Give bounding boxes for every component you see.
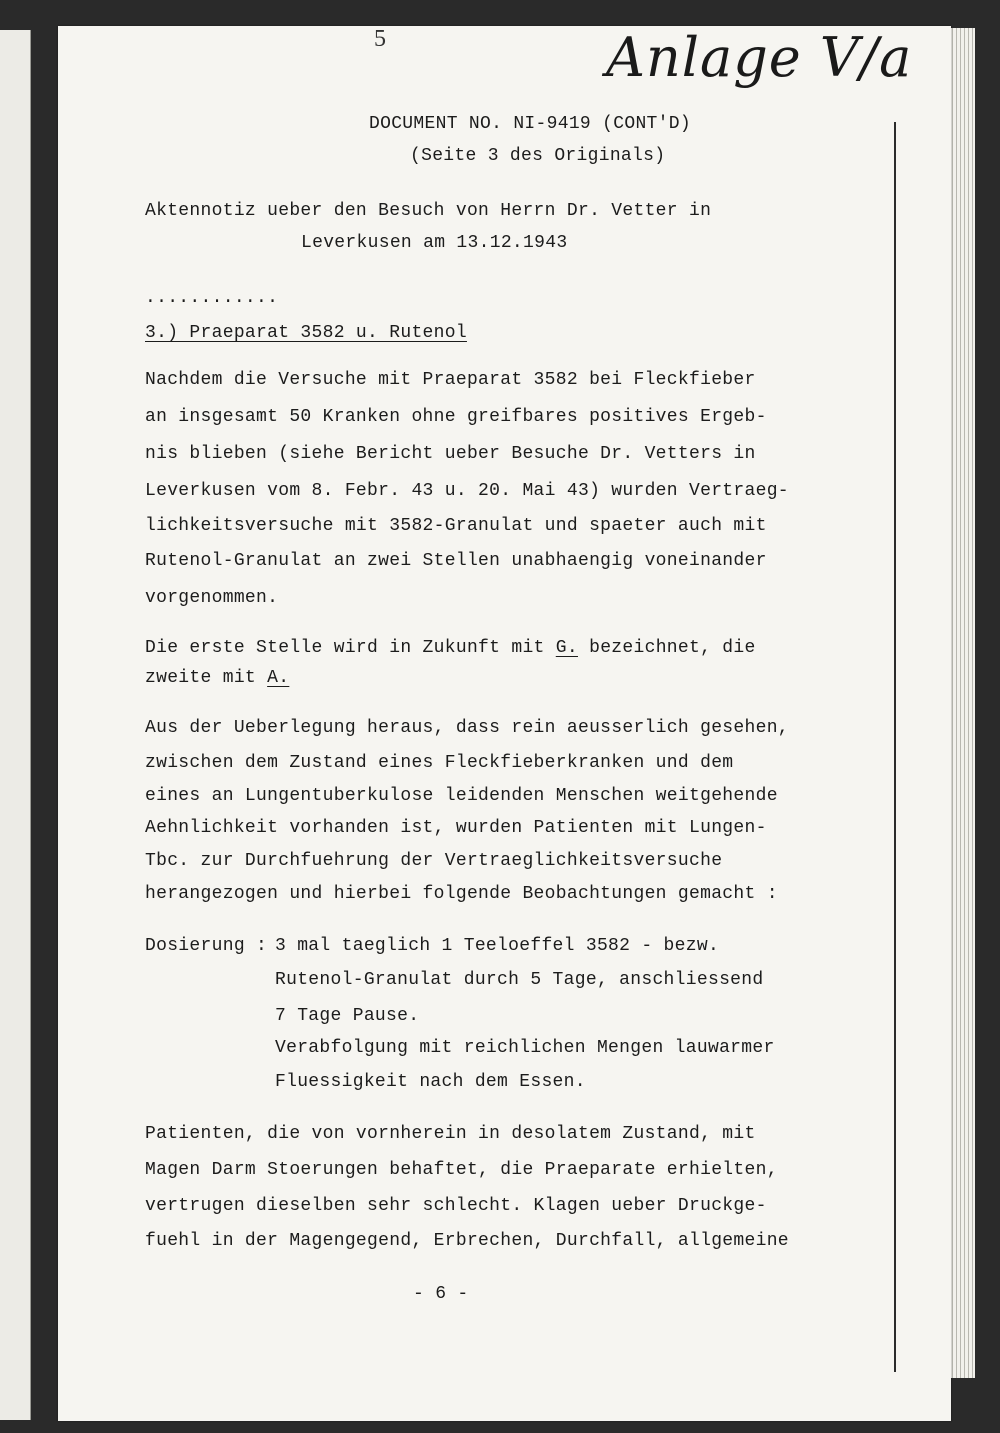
page-number: - 6 - xyxy=(413,1284,469,1304)
ellipsis: ............ xyxy=(145,288,279,308)
paragraph-1-line: Nachdem die Versuche mit Praeparat 3582 bei Fleckfieber xyxy=(145,370,756,390)
paragraph-4-line: Patienten, die von vornherein in desolatem Zustand, mit xyxy=(145,1124,756,1144)
paragraph-3-line: eines an Lungentuberkulose leidenden Menschen weitgehende xyxy=(145,786,778,806)
paragraph-4-line: fuehl in der Magengegend, Erbrechen, Durchfall, allgemeine xyxy=(145,1231,789,1251)
paragraph-2-text: Die erste Stelle wird in Zukunft mit xyxy=(145,638,556,658)
paragraph-2-text: bezeichnet, die xyxy=(577,638,756,658)
paragraph-2-line-1 xyxy=(145,638,756,658)
dosage-line: Rutenol-Granulat durch 5 Tage, anschliessend xyxy=(275,970,764,990)
paragraph-3-line: Tbc. zur Durchfuehrung der Vertraeglichkeitsversuche xyxy=(145,851,723,871)
subject-line-2: Leverkusen am 13.12.1943 xyxy=(301,233,568,253)
paragraph-1-line: lichkeitsversuche mit 3582-Granulat und spaeter auch mit xyxy=(145,516,767,536)
document-number: DOCUMENT NO. NI-9419 (CONT'D) xyxy=(369,114,691,134)
margin-tick-mark: 5 xyxy=(374,26,386,52)
paragraph-1-line: Leverkusen vom 8. Febr. 43 u. 20. Mai 43) wurden Vertraeg- xyxy=(145,481,789,501)
document-page xyxy=(58,26,951,1421)
dosage-line: Verabfolgung mit reichlichen Mengen lauwarmer xyxy=(275,1038,775,1058)
paragraph-3-line: Aehnlichkeit vorhanden ist, wurden Patienten mit Lungen- xyxy=(145,818,767,838)
margin-rule xyxy=(894,122,896,1372)
dosage-label: Dosierung : xyxy=(145,936,268,956)
paragraph-1-line: Rutenol-Granulat an zwei Stellen unabhaengig voneinander xyxy=(145,551,767,571)
paragraph-4-line: Magen Darm Stoerungen behaftet, die Praeparate erhielten, xyxy=(145,1160,778,1180)
paragraph-2-line-2 xyxy=(145,668,289,688)
paragraph-4-line: vertrugen dieselben sehr schlecht. Klagen ueber Druckge- xyxy=(145,1196,767,1216)
subject-line-1: Aktennotiz ueber den Besuch von Herrn Dr. Vetter in xyxy=(145,201,712,221)
paragraph-1-line: an insgesamt 50 Kranken ohne greifbares positives Ergeb- xyxy=(145,407,767,427)
handwritten-annex-label: Anlage V/a xyxy=(606,26,913,89)
section-heading: 3.) Praeparat 3582 u. Rutenol xyxy=(145,323,467,343)
paragraph-3-line: zwischen dem Zustand eines Fleckfieberkranken und dem xyxy=(145,753,734,773)
paragraph-1-line: nis blieben (siehe Bericht ueber Besuche Dr. Vetters in xyxy=(145,444,756,464)
site-code-a: A. xyxy=(267,668,290,688)
dosage-line: 3 mal taeglich 1 Teeloeffel 3582 - bezw. xyxy=(275,936,720,956)
paragraph-1-line: vorgenommen. xyxy=(145,588,279,608)
site-code-g: G. xyxy=(555,638,578,658)
page-reference: (Seite 3 des Originals) xyxy=(410,146,666,166)
dosage-line: Fluessigkeit nach dem Essen. xyxy=(275,1072,586,1092)
paragraph-2-text: zweite mit xyxy=(145,668,268,688)
adjacent-page-edge xyxy=(0,30,31,1420)
dosage-line: 7 Tage Pause. xyxy=(275,1006,420,1026)
paragraph-3-line: herangezogen und hierbei folgende Beobachtungen gemacht : xyxy=(145,884,778,904)
paragraph-3-line: Aus der Ueberlegung heraus, dass rein aeusserlich gesehen, xyxy=(145,718,789,738)
